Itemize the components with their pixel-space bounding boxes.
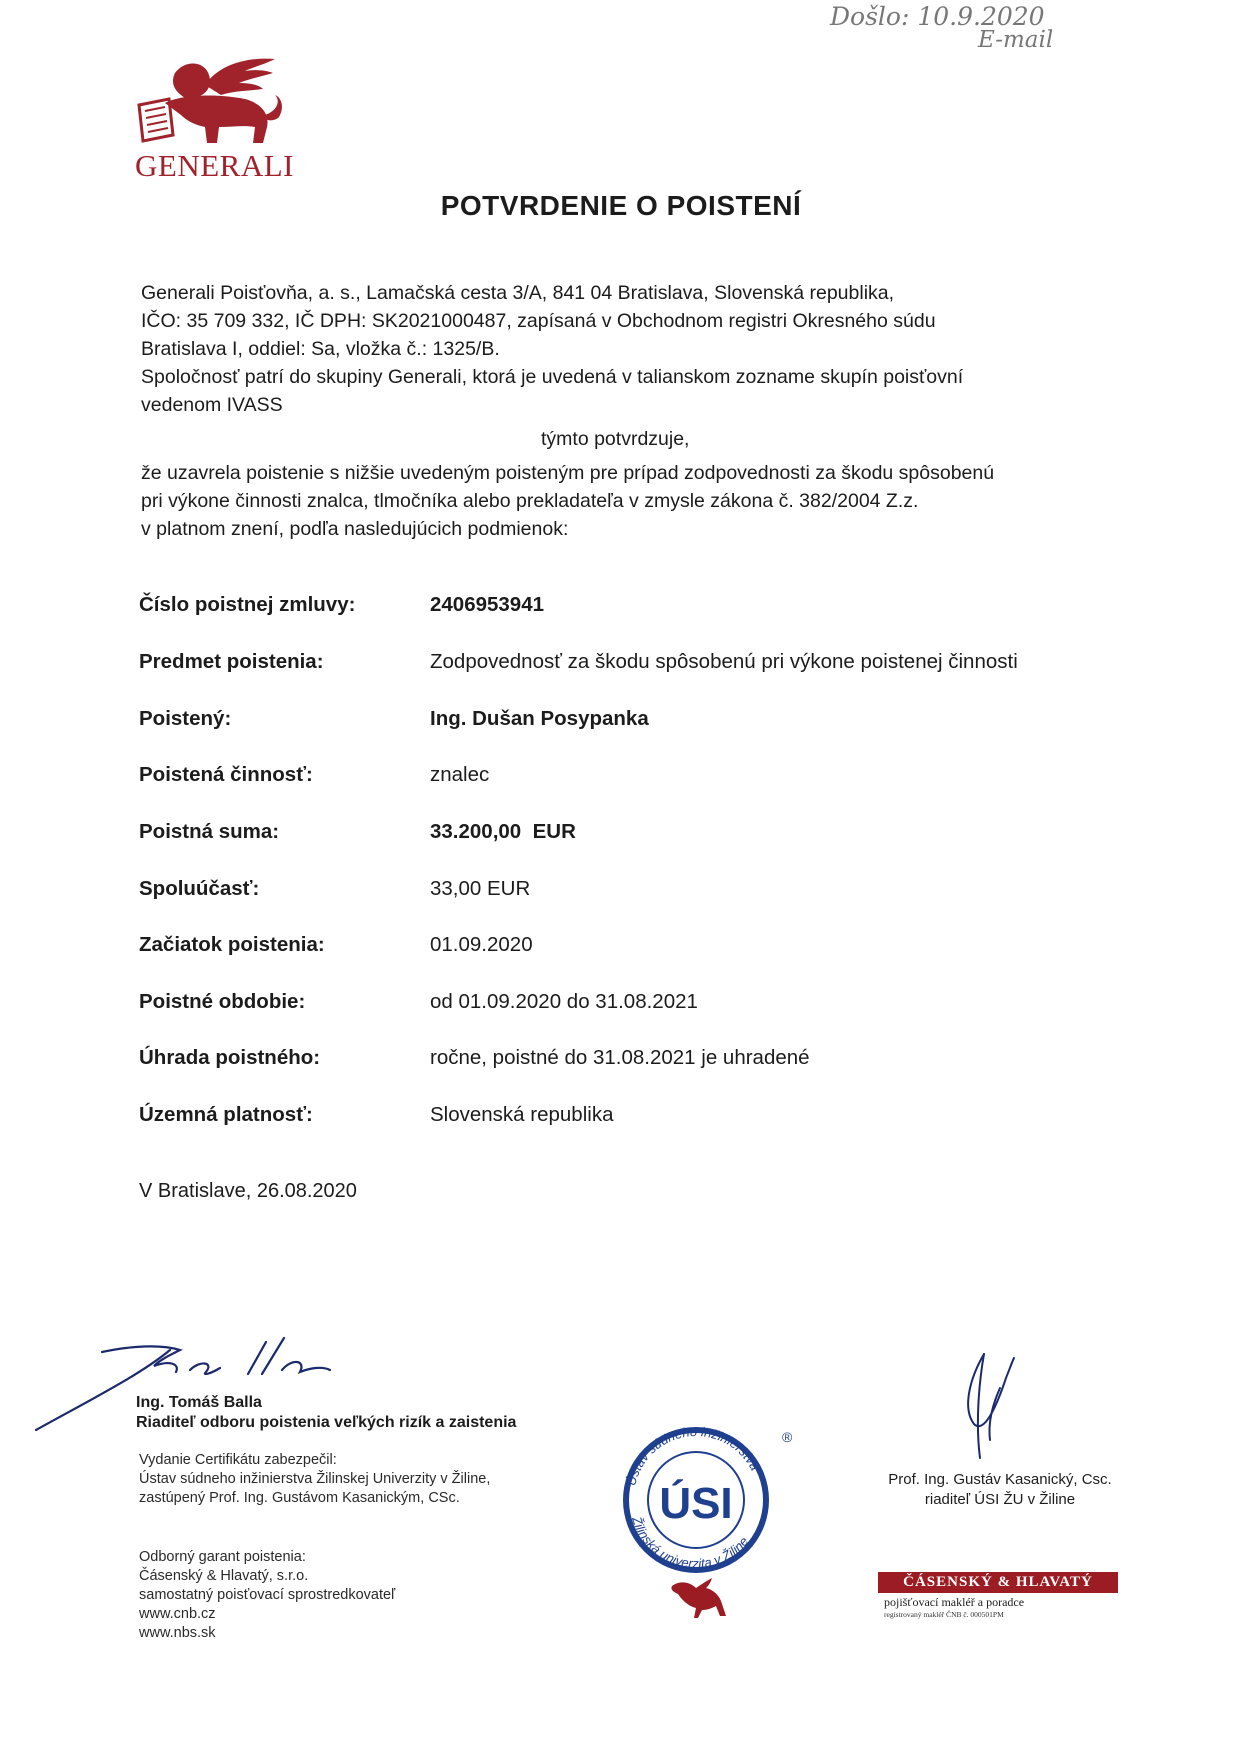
usi-registered-mark: ®	[782, 1429, 793, 1445]
detail-label-policy-number: Číslo poistnej zmluvy:	[139, 593, 356, 616]
document-title: POTVRDENIE O POISTENÍ	[440, 190, 802, 221]
signatory-role: Riaditeľ odboru poistenia veľkých rizík a zaistenia	[136, 1414, 517, 1431]
intro-line: Bratislava I, oddiel: Sa, vložka č.: 1325/B.	[141, 338, 500, 360]
confirm-text: týmto potvrdzuje,	[541, 428, 690, 450]
usi-letters: ÚSI	[659, 1479, 733, 1528]
detail-label-insured: Poistený:	[139, 707, 232, 730]
detail-value-territory: Slovenská republika	[430, 1103, 614, 1126]
detail-label-sum: Poistná suma:	[139, 820, 280, 843]
usi-ring-top: Ústav súdneho inžinierstva	[623, 1423, 763, 1488]
generali-logo	[135, 55, 294, 184]
winged-lion-icon	[135, 55, 285, 147]
broker-reg: registrovaný makléř ČNB č. 000501PM	[884, 1610, 1004, 1619]
detail-value-subject: Zodpovednosť za škodu spôsobenú pri výkone poistenej činnosti	[430, 650, 1018, 673]
detail-value-sum: 33.200,00 EUR	[430, 820, 576, 843]
guarantor-line: samostatný poisťovací sprostredkovateľ	[139, 1587, 396, 1603]
certificate-line: Ústav súdneho inžinierstva Žilinskej Univerzity v Žiline,	[139, 1471, 491, 1487]
guarantor-line: Odborný garant poistenia:	[139, 1549, 306, 1565]
detail-value-payment: ročne, poistné do 31.08.2021 je uhradené	[430, 1046, 810, 1069]
place-date: V Bratislave, 26.08.2020	[139, 1180, 357, 1202]
certificate-line: zastúpený Prof. Ing. Gustávom Kasanickým, CSc.	[139, 1490, 460, 1506]
detail-label-start: Začiatok poistenia:	[139, 933, 325, 956]
detail-value-activity: znalec	[430, 763, 490, 786]
svg-text:Ústav súdneho inžinierstva	[623, 1424, 762, 1487]
usi-stamp	[612, 1418, 802, 1574]
broker-sub: pojišťovací makléř a poradce	[884, 1595, 1025, 1609]
usi-ring-bottom: Žilinská univerzita v Žiline	[629, 1514, 752, 1572]
detail-value-start: 01.09.2020	[430, 933, 533, 956]
detail-label-activity: Poistená činnosť:	[139, 763, 313, 786]
broker-logo	[878, 1572, 1118, 1619]
guarantor-link-cnb[interactable]: www.cnb.cz	[139, 1606, 216, 1622]
generali-brand-text: GENERALI	[135, 148, 294, 183]
detail-label-territory: Územná platnosť:	[139, 1103, 313, 1126]
detail-label-deductible: Spoluúčasť:	[139, 877, 260, 900]
detail-label-payment: Úhrada poistného:	[139, 1046, 321, 1069]
broker-name: ČÁSENSKÝ & HLAVATÝ	[878, 1572, 1118, 1593]
intro-line: Generali Poisťovňa, a. s., Lamačská cesta 3/A, 841 04 Bratislava, Slovenská republika,	[141, 282, 895, 304]
intro-line: vedenom IVASS	[141, 394, 283, 416]
detail-value-deductible: 33,00 EUR	[430, 877, 531, 900]
second-signatory-block	[850, 1470, 1150, 1510]
guarantor-line: Čásenský & Hlavatý, s.r.o.	[139, 1568, 309, 1584]
handwritten-email: E-mail	[978, 27, 1054, 53]
detail-value-policy-number: 2406953941	[430, 593, 545, 616]
statement-line: že uzavrela poistenie s nižšie uvedeným poisteným pre prípad zodpovednosti za škodu spôsobenú	[141, 462, 995, 484]
signature-kasanicky	[940, 1348, 1030, 1468]
detail-label-subject: Predmet poistenia:	[139, 650, 324, 673]
kangaroo-icon	[668, 1576, 728, 1620]
statement-line: v platnom znení, podľa nasledujúcich podmienok:	[141, 518, 569, 540]
signatory-block	[136, 1394, 516, 1432]
detail-value-period: od 01.09.2020 do 31.08.2021	[430, 990, 698, 1013]
certificate-line: Vydanie Certifikátu zabezpečil:	[139, 1452, 337, 1468]
second-signatory-role: riaditeľ ÚSI ŽU v Žiline	[924, 1491, 1076, 1508]
detail-label-period: Poistné obdobie:	[139, 990, 306, 1013]
intro-line: Spoločnosť patrí do skupiny Generali, ktorá je uvedená v talianskom zozname skupín poisťovní	[141, 366, 964, 388]
intro-block	[141, 279, 1141, 543]
signatory-name: Ing. Tomáš Balla	[136, 1394, 262, 1411]
intro-line: IČO: 35 709 332, IČ DPH: SK2021000487, zapísaná v Obchodnom registri Okresného súdu	[141, 310, 936, 332]
certificate-block	[139, 1451, 490, 1508]
guarantor-block	[139, 1548, 395, 1643]
second-signatory-name: Prof. Ing. Gustáv Kasanický, Csc.	[888, 1471, 1112, 1488]
guarantor-link-nbs[interactable]: www.nbs.sk	[139, 1625, 216, 1641]
handwritten-note	[830, 2, 1130, 53]
handwritten-received: Došlo: 10.9.2020	[830, 2, 1045, 31]
statement-line: pri výkone činnosti znalca, tlmočníka alebo prekladateľa v zmysle zákona č. 382/2004 Z.z.	[141, 490, 919, 512]
detail-value-insured: Ing. Dušan Posypanka	[430, 707, 649, 730]
